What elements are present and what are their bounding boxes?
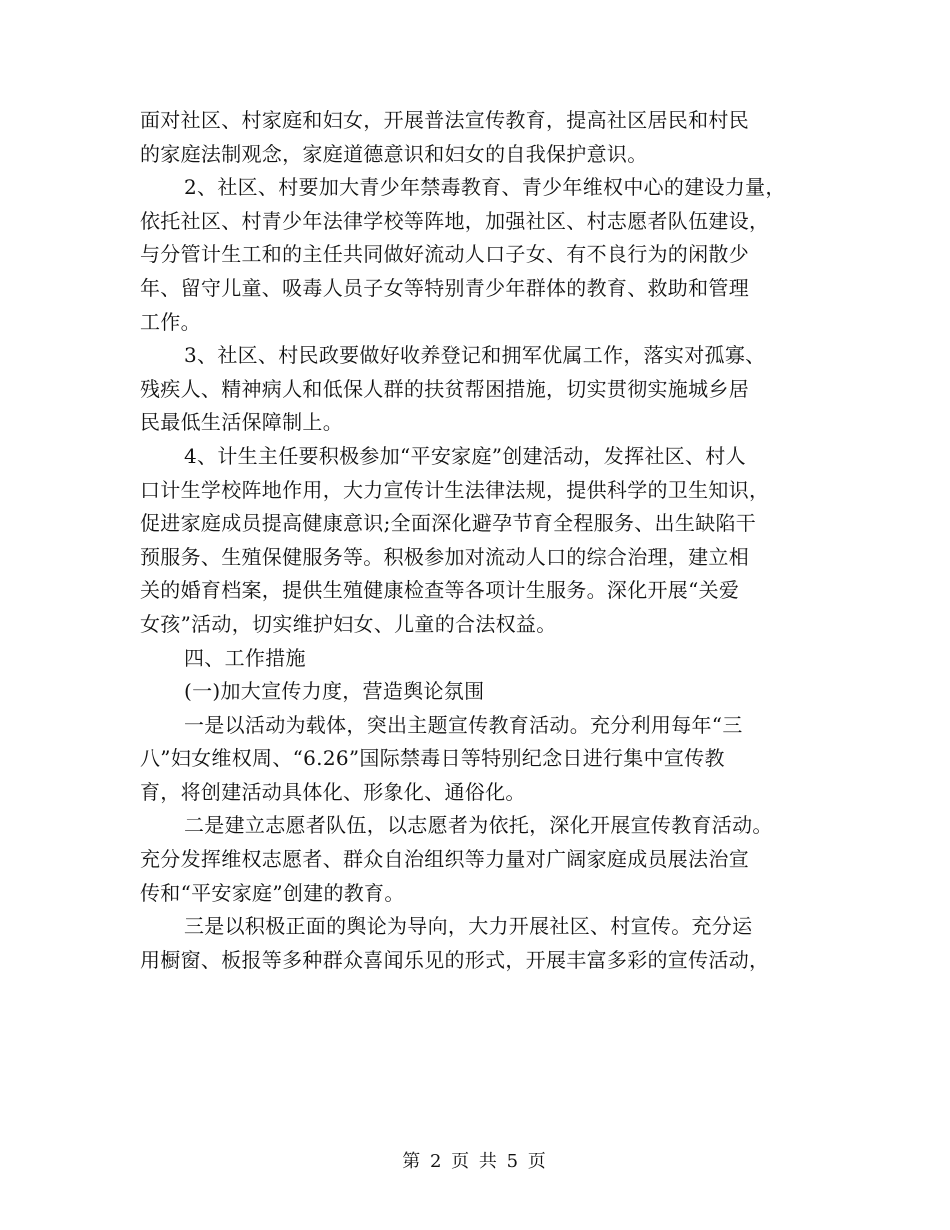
text-line: 八”妇女维权周、“6.26”国际禁毒日等特别纪念日进行集中宣传教 bbox=[140, 746, 725, 771]
subsection-heading: (一)加大宣传力度，营造舆论氛围 bbox=[184, 679, 485, 704]
text-line: 促进家庭成员提高健康意识;全面深化避孕节育全程服务、出生缺陷干 bbox=[140, 511, 757, 536]
text-line: 依托社区、村青少年法律学校等阵地，加强社区、村志愿者队伍建设， bbox=[140, 208, 770, 233]
text-line: 民最低生活保障制上。 bbox=[140, 410, 343, 435]
text-line: 残疾人、精神病人和低保人群的扶贫帮困措施，切实贯彻实施城乡居 bbox=[140, 376, 749, 401]
text-line: 三是以积极正面的舆论为导向，大力开展社区、村宣传。充分运 bbox=[184, 914, 753, 939]
page-number-footer: 第 2 页 共 5 页 bbox=[402, 1151, 548, 1172]
text-line: 预服务、生殖保健服务等。积极参加对流动人口的综合治理，建立相 bbox=[140, 544, 749, 569]
text-line: 3、社区、村民政要做好收养登记和拥军优属工作，落实对孤寡、 bbox=[184, 343, 766, 368]
text-line: 4、计生主任要积极参加“平安家庭”创建活动，发挥社区、村人 bbox=[184, 443, 746, 468]
document-body bbox=[140, 104, 820, 977]
text-line: 育，将创建活动具体化、形象化、通俗化。 bbox=[140, 779, 526, 804]
text-line: 年、留守儿童、吸毒人员子女等特别青少年群体的教育、救助和管理 bbox=[140, 275, 749, 300]
text-line: 传和“平安家庭”创建的教育。 bbox=[140, 880, 405, 905]
text-line: 用橱窗、板报等多种群众喜闻乐见的形式，开展丰富多彩的宣传活动， bbox=[140, 947, 770, 972]
section-heading: 四、工作措施 bbox=[184, 645, 306, 670]
text-line: 面对社区、村家庭和妇女，开展普法宣传教育，提高社区居民和村民 bbox=[140, 108, 749, 132]
text-line: 2、社区、村要加大青少年禁毒教育、青少年维权中心的建设力量， bbox=[184, 175, 786, 200]
text-line: 充分发挥维权志愿者、群众自治组织等力量对广阔家庭成员展法治宣 bbox=[140, 847, 749, 872]
text-line: 关的婚育档案，提供生殖健康检查等各项计生服务。深化开展“关爱 bbox=[140, 578, 740, 603]
text-line: 的家庭法制观念，家庭道德意识和妇女的自我保护意识。 bbox=[140, 141, 648, 166]
text-line: 与分管计生工和的主任共同做好流动人口子女、有不良行为的闲散少 bbox=[140, 242, 749, 267]
text-line: 口计生学校阵地作用，大力宣传计生法律法规，提供科学的卫生知识， bbox=[140, 477, 770, 502]
text-line: 一是以活动为载体，突出主题宣传教育活动。充分利用每年“三 bbox=[184, 712, 743, 737]
text-line: 工作。 bbox=[140, 309, 201, 334]
text-line: 女孩”活动，切实维护妇女、儿童的合法权益。 bbox=[140, 611, 557, 636]
text-line: 二是建立志愿者队伍，以志愿者为依托，深化开展宣传教育活动。 bbox=[184, 813, 773, 838]
